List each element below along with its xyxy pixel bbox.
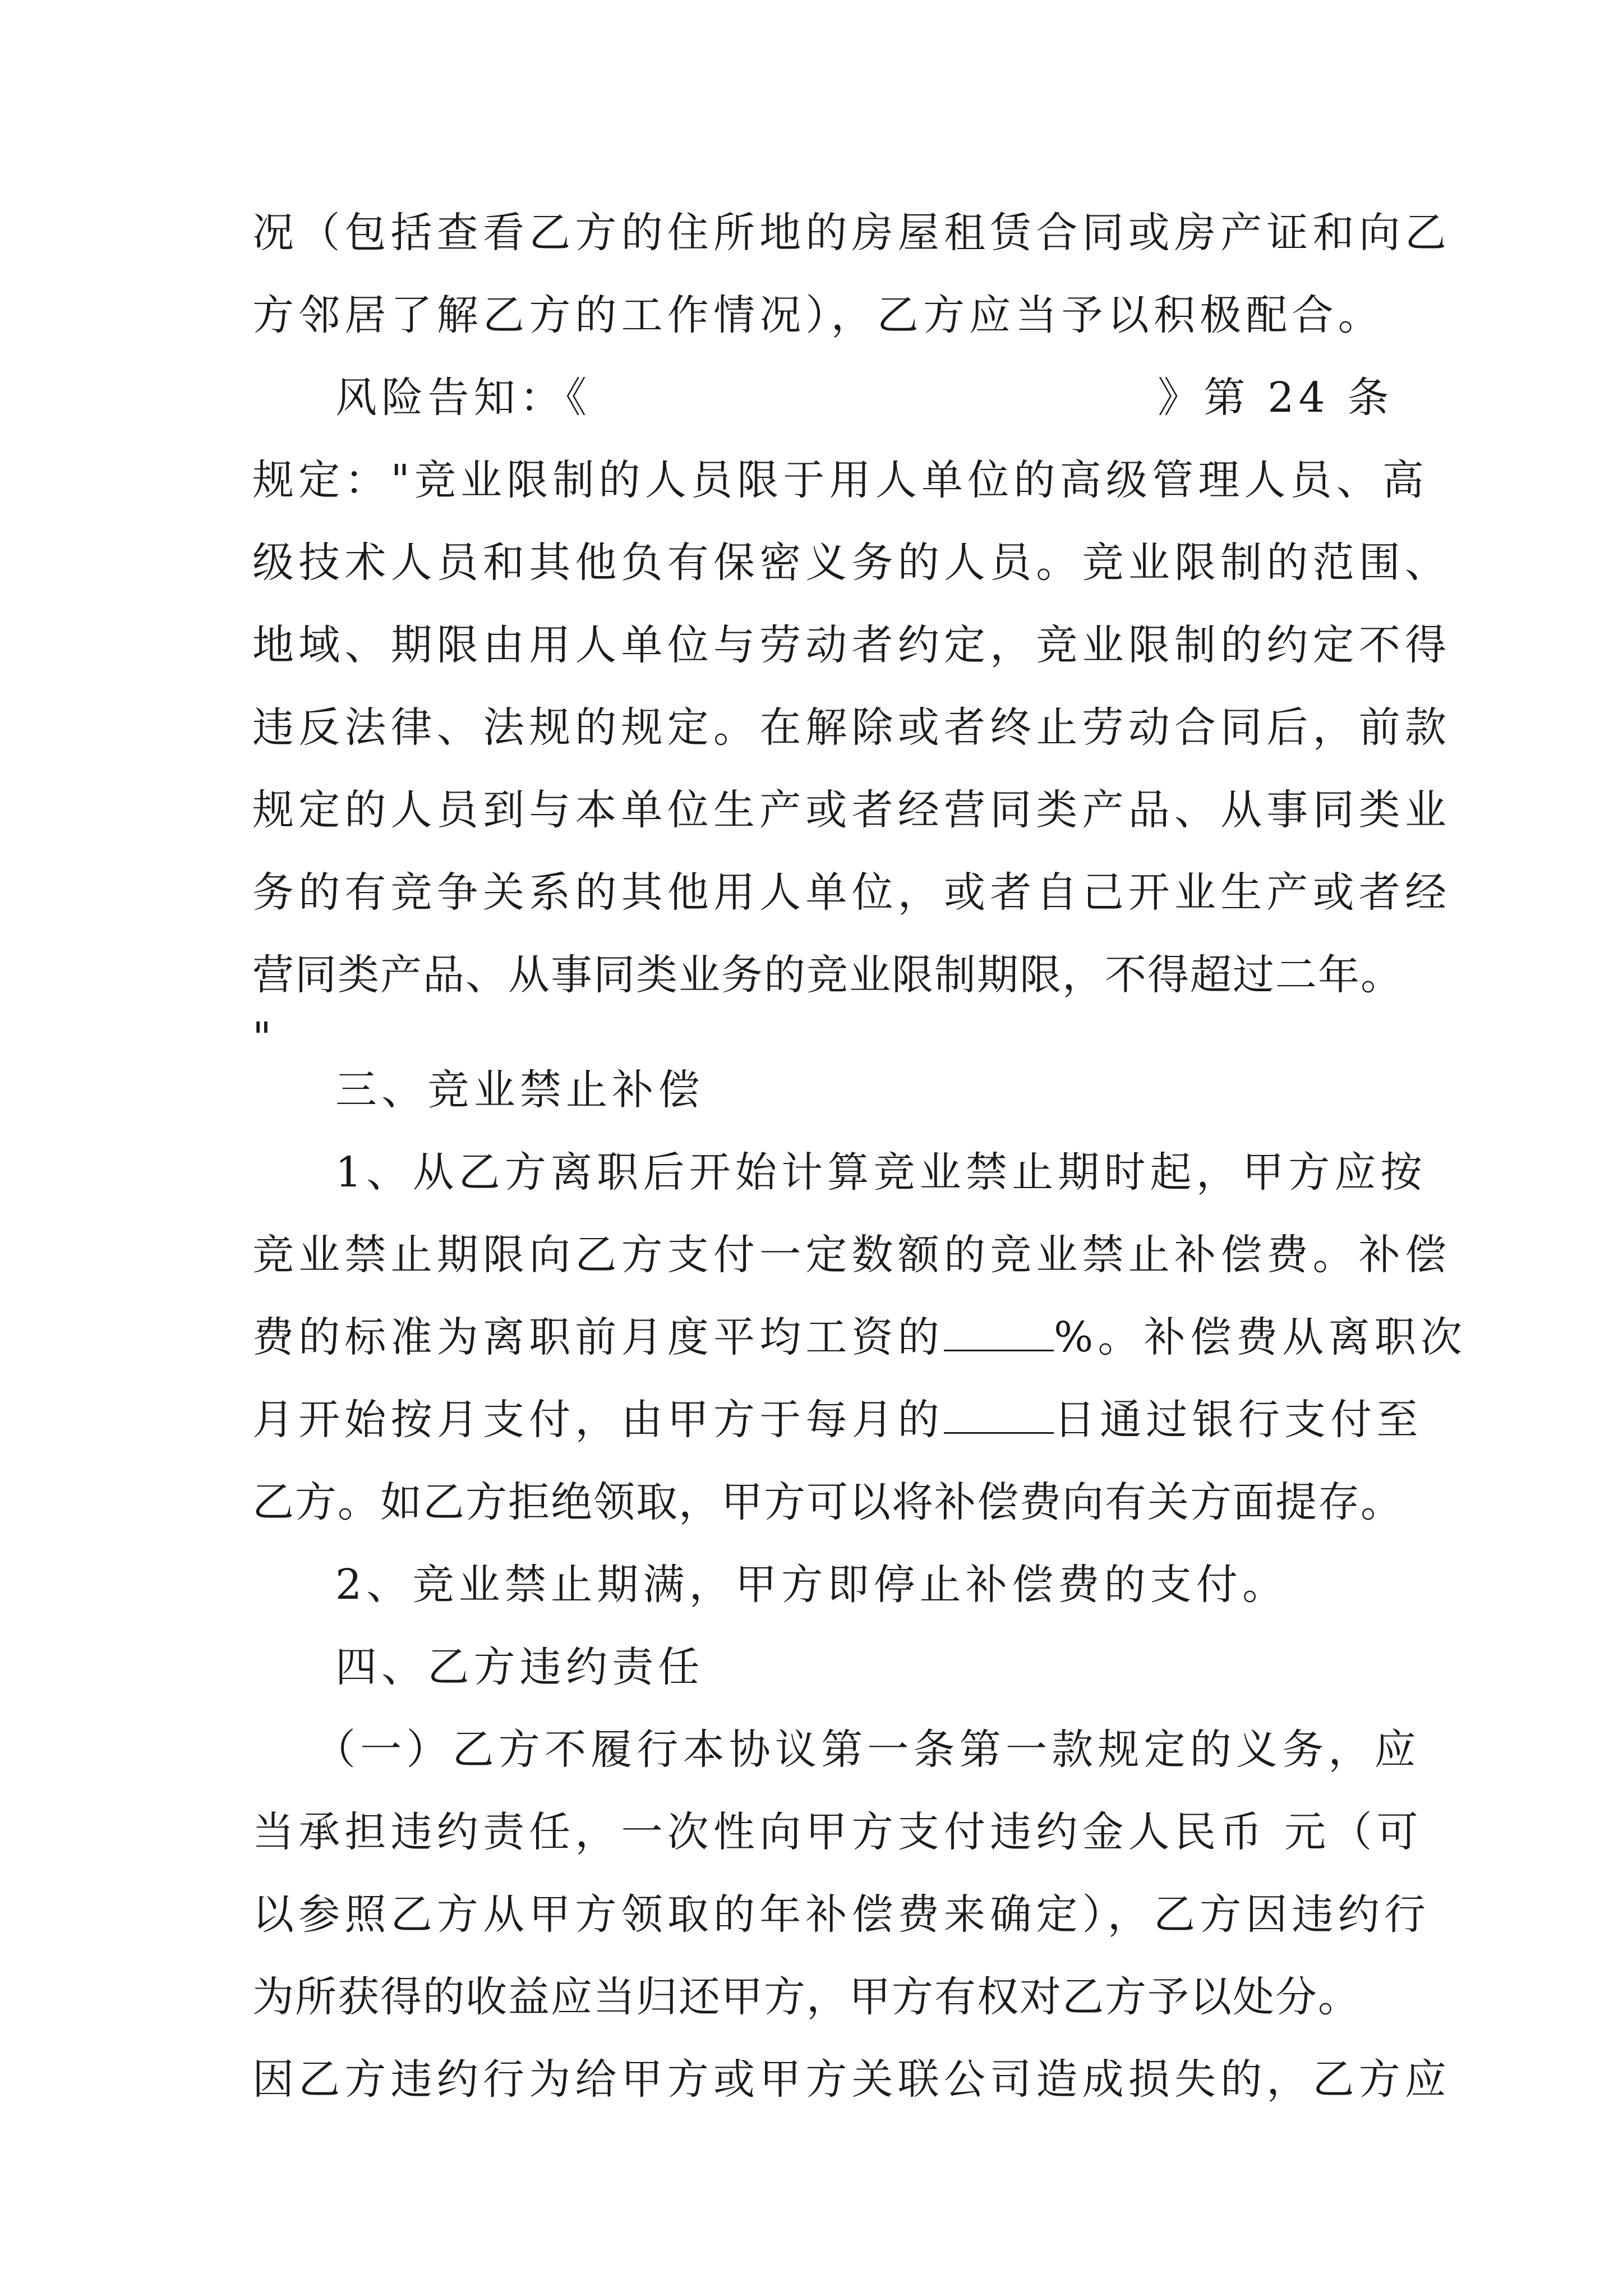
risk-notice-label: 风险告知：《 bbox=[335, 374, 592, 422]
section-heading: 四、乙方违约责任 bbox=[335, 1643, 704, 1691]
paragraph-line: 1、从乙方离职后开始计算竞业禁止期时起，甲方应按 bbox=[335, 1148, 1427, 1197]
fill-in-blank bbox=[944, 1308, 1054, 1351]
paragraph-line bbox=[252, 1386, 1423, 1476]
paragraph-line bbox=[252, 1304, 1467, 1393]
paragraph-line: 营同类产品、从事同类业务的竞业限制期限，不得超过二年。 bbox=[252, 951, 1403, 999]
paragraph-line: 以参照乙方从甲方领取的年补偿费来确定），乙方因违约行 bbox=[252, 1890, 1431, 1939]
paragraph-line: 况（包括查看乙方的住所地的房屋租赁合同或房产证和向乙 bbox=[252, 209, 1451, 257]
paragraph-line: （一）乙方不履行本协议第一条第一款规定的义务，应 bbox=[314, 1726, 1421, 1774]
paragraph-line: 乙方。如乙方拒绝领取，甲方可以将补偿费向有关方面提存。 bbox=[252, 1478, 1403, 1526]
paragraph-line: 务的有竞争关系的其他用人单位，或者自己开业生产或者经 bbox=[252, 868, 1451, 917]
paragraph-line: 竞业禁止期限向乙方支付一定数额的竞业禁止补偿费。补偿 bbox=[252, 1231, 1451, 1279]
paragraph-line: 违反法律、法规的规定。在解除或者终止劳动合同后，前款 bbox=[252, 703, 1451, 752]
section-heading: 三、竞业禁止补偿 bbox=[335, 1066, 704, 1114]
text-segment: 月开始按月支付，由甲方于每月的 bbox=[252, 1396, 944, 1444]
closing-quote: " bbox=[252, 1014, 276, 1062]
text-segment: 费的标准为离职前月度平均工资的 bbox=[252, 1313, 944, 1361]
paragraph-line: 当承担违约责任，一次性向甲方支付违约金人民币 元（可 bbox=[252, 1808, 1423, 1856]
risk-notice-line bbox=[335, 364, 1468, 454]
paragraph-line: 2、竞业禁止期满，甲方即停止补偿费的支付。 bbox=[335, 1561, 1289, 1609]
paragraph-line: 规定："竞业限制的人员限于用人单位的高级管理人员、高 bbox=[252, 456, 1429, 504]
text-segment: 日通过银行支付至 bbox=[1054, 1396, 1423, 1444]
fill-in-blank bbox=[944, 1391, 1054, 1434]
paragraph-line: 地域、期限由用人单位与劳动者约定，竞业限制的约定不得 bbox=[252, 621, 1451, 669]
paragraph-line: 级技术人员和其他负有保密义务的人员。竞业限制的范围、 bbox=[252, 539, 1451, 587]
article-reference: 》第 24 条 bbox=[1158, 374, 1394, 422]
paragraph-line: 方邻居了解乙方的工作情况），乙方应当予以积极配合。 bbox=[252, 291, 1384, 339]
paragraph-line: 规定的人员到与本单位生产或者经营同类产品、从事同类业 bbox=[252, 786, 1451, 834]
paragraph-line: 因乙方违约行为给甲方或甲方关联公司造成损失的，乙方应 bbox=[252, 2055, 1451, 2104]
paragraph-line: 为所获得的收益应当归还甲方，甲方有权对乙方予以处分。 bbox=[252, 1973, 1361, 2021]
text-segment: %。补偿费从离职次 bbox=[1054, 1313, 1467, 1361]
